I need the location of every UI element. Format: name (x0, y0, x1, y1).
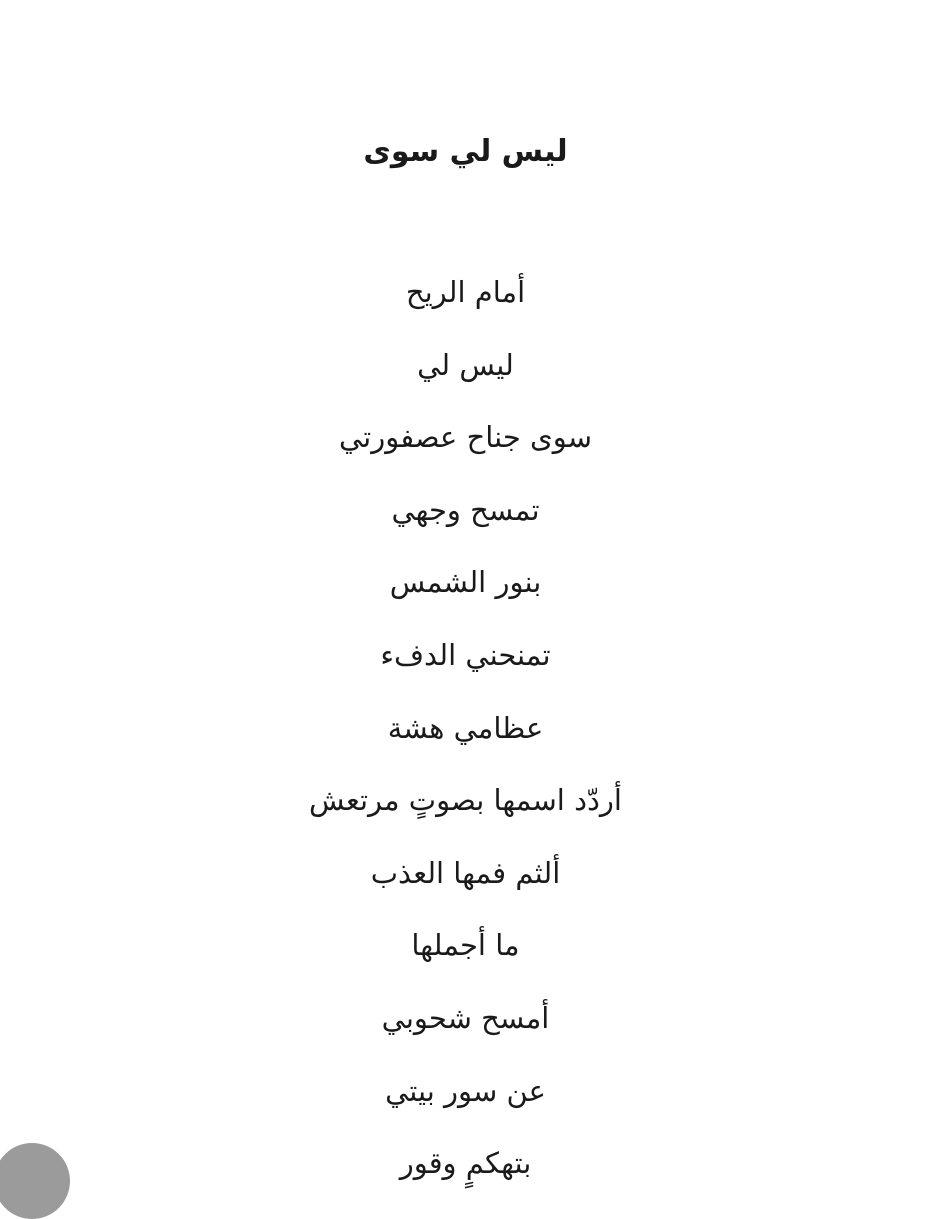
poem-line: ما أجملها (411, 928, 520, 963)
poem-title: ليس لي سوى (363, 134, 568, 169)
poem-line: ليس لي (417, 347, 514, 382)
poem-line: أمام الريح (405, 275, 526, 309)
poem-line: بتهكمٍ وقور (399, 1146, 532, 1181)
poem-line: تمسح وجهي (391, 492, 540, 527)
poem-line: بنور الشمس (389, 565, 542, 600)
poem-line: ألثم فمها العذب (370, 855, 561, 890)
poem-line: سوى جناح عصفورتي (339, 420, 592, 455)
poem-stanza (0, 266, 931, 1210)
poem-line: أردّد اسمها بصوتٍ مرتعش (309, 783, 622, 818)
poem-line: أمسح شحوبي (381, 1000, 550, 1035)
poem-line: عظامي هشة (387, 710, 544, 745)
poem-line: تمنحني الدفء (380, 637, 551, 672)
poem-line: عن سور بيتي (385, 1073, 546, 1108)
